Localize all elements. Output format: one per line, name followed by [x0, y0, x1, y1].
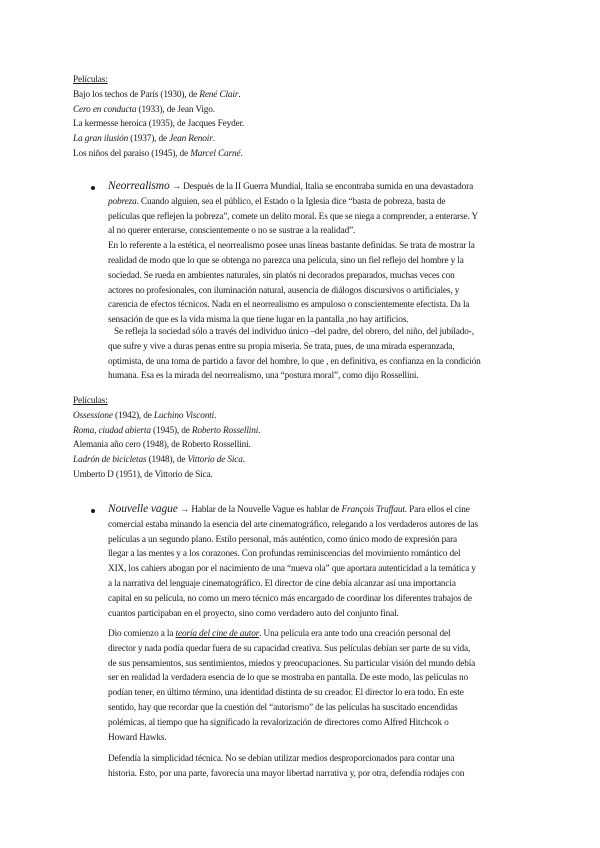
film-item: La kermesse heroica (1935), de Jacques Feyder. — [73, 119, 245, 130]
film-item: Ossessione (1942), de Luchino Visconti. — [73, 410, 217, 421]
film-item: Ladrón de bicicletas (1948), de Vittorio de Sica. — [73, 455, 245, 466]
neorrealismo-section — [108, 179, 525, 328]
nouvelle-section — [108, 502, 525, 621]
nouvelle-p2-line: sentido, hay que recordar que la cuestión del “autorismo” de las películas ha suscitado encendidas — [108, 702, 458, 713]
neorrealismo-p2-line: realidad de modo que lo que se obtenga no parezca una película, sino un fiel reflejo del hombre y la — [108, 255, 464, 266]
film-item: Bajo los techos de París (1930), de René Clair. — [73, 89, 241, 100]
film-item: Umberto D (1951), de Vittorio de Sica. — [73, 469, 213, 480]
film-item: Roma, ciudad abierta (1945), de Roberto Rossellini. — [73, 425, 261, 436]
film-item: Los niños del paraíso (1945), de Marcel Carné. — [73, 148, 243, 159]
neorrealismo-p2-line: En lo referente a la estética, el neorrealismo posee unas líneas bastante definidas. Se trata de mostrar la — [108, 241, 475, 252]
nouvelle-p2-line-1: Dio comienzo a la teoría del cine de autor. Una película era ante todo una creación personal del — [108, 629, 451, 639]
nouvelle-p1-line: a la narrativa del lenguaje cinematográfico. El director de cine debía alcanzar así una importancia — [108, 578, 456, 589]
films-heading-2: Películas: — [73, 396, 108, 406]
neorrealismo-p2-line: actores no profesionales, con iluminación natural, ausencia de diálogos discursivos o artificiales, y — [108, 285, 460, 296]
nouvelle-p1-line: cuantos participaban en el proyecto, sino como verdadero auto del conjunto final. — [108, 608, 399, 619]
neorrealismo-line-3: películas que reflejen la pobreza”, comete un delito moral. Es que se niega a comprender, a enterarse. Y — [108, 211, 479, 222]
neorrealismo-line-2: pobreza. Cuando alguien, sea el público, el Estado o la Iglesia dice “basta de pobreza, basta de — [108, 196, 446, 207]
neorrealismo-p2-line: sensación de que es la vida misma la que tiene lugar en la pantalla ,no hay artificios. — [108, 315, 409, 326]
nouvelle-p2-line: polémicas, al tiempo que ha significado la revalorización de directores como Alfred Hitchcok o — [108, 717, 449, 728]
neorrealismo-term: Neorrealismo — [108, 180, 170, 192]
film-item: La gran ilusión (1937), de Jean Renoir. — [73, 134, 215, 145]
nouvelle-term: Nouvelle vague — [108, 503, 178, 515]
nouvelle-p1-line: películas a un segundo plano. Estilo personal, más auténtico, como único modo de expresión para — [108, 534, 458, 545]
nouvelle-p2-line: Howard Hawks. — [108, 732, 167, 743]
neorrealismo-p3-line: optimista, de una toma de partido a favor del hombre, lo que , en definitiva, es confianza en la condición — [108, 356, 481, 367]
neorrealismo-p3-line: humana. Esa es la mirada del neorrealismo, una “postura moral”, como dijo Rossellini. — [108, 371, 419, 382]
nouvelle-line-1: Nouvelle vague → Hablar de la Nouvelle Vague es hablar de François Truffaut. Para ellos el cine — [108, 503, 470, 515]
neorrealismo-p3-line: que sufre y vive a duras penas entre su propia miseria. Se trata, pues, de una mirada esperanzada, — [108, 341, 455, 352]
neorrealismo-p3-line: Se refleja la sociedad sólo a través del individuo único –del padre, del obrero, del niño, del jubilado-, — [114, 327, 474, 337]
neorrealismo-line-4: al no querer enterarse, conscientemente o no se sustrae a la realidad”. — [108, 226, 356, 237]
nouvelle-p1-line: XIX, los cahiers abogan por el nacimiento de una “nueva ola” que aportara autenticidad a la temática y — [108, 564, 476, 575]
neorrealismo-p2-line: carencia de efectos técnicos. Nada en el neorrealismo es ampuloso o conscientemente efectista. Da la — [108, 300, 470, 311]
nouvelle-p1-line: llegar a las mentes y a los corazones. Con profundas reminiscencias del movimiento romántico del — [108, 549, 461, 560]
nouvelle-p2-line: director y nada podía quedar fuera de su capacidad creativa. Sus películas debían ser parte de su vida, — [108, 643, 471, 654]
nouvelle-p1-line: capital en su película, no como un mero técnico más encargado de coordinar los diferentes trabajos de — [108, 593, 472, 604]
nouvelle-p2-line: podían tener, en último término, una identidad distinta de su creador. El director lo era todo. En este — [108, 688, 464, 699]
nouvelle-p2 — [108, 627, 525, 745]
nouvelle-p1-line: comercial estaba minando la esencia del arte cinematográfico, relegando a los verdaderos autores de las — [108, 519, 478, 530]
arrow-icon: → — [171, 182, 181, 192]
neorrealismo-p2-line: sociedad. Se rueda en ambientes naturales, sin platós ni decorados preparados, muchas veces con — [108, 270, 455, 281]
nouvelle-p3 — [108, 752, 525, 782]
nouvelle-p2-line: de sus pensamientos, sus sentimientos, miedos y preocupaciones. Su particular visión del mundo debía — [108, 658, 476, 669]
nouvelle-p3-line: Defendía la simplicidad técnica. No se debían utilizar medios desproporcionados para contar una — [108, 754, 455, 764]
films-list-2 — [73, 394, 260, 483]
nouvelle-p2-line: ser en realidad la verdadera esencia de lo que se mostraba en pantalla. De este modo, las películas no — [108, 673, 469, 684]
films-list-1 — [73, 73, 244, 162]
neorrealismo-p3 — [108, 325, 525, 384]
arrow-icon: → — [180, 505, 190, 515]
film-item: Alemania año cero (1948), de Roberto Rossellini. — [73, 440, 251, 451]
films-heading-1: Películas: — [73, 75, 108, 85]
nouvelle-p3-line: historia. Esto, por una parte, favorecía una mayor libertad narrativa y, por otra, defendía rodajes con — [108, 768, 465, 779]
bullet-nouvelle-vague — [91, 509, 95, 513]
film-item: Cero en conducta (1933), de Jean Vigo. — [73, 104, 215, 115]
neorrealismo-line-1: Neorrealismo → Después de la II Guerra Mundial, Italia se encontraba sumida en una devastadora — [108, 180, 474, 192]
bullet-neorrealismo — [91, 186, 95, 190]
